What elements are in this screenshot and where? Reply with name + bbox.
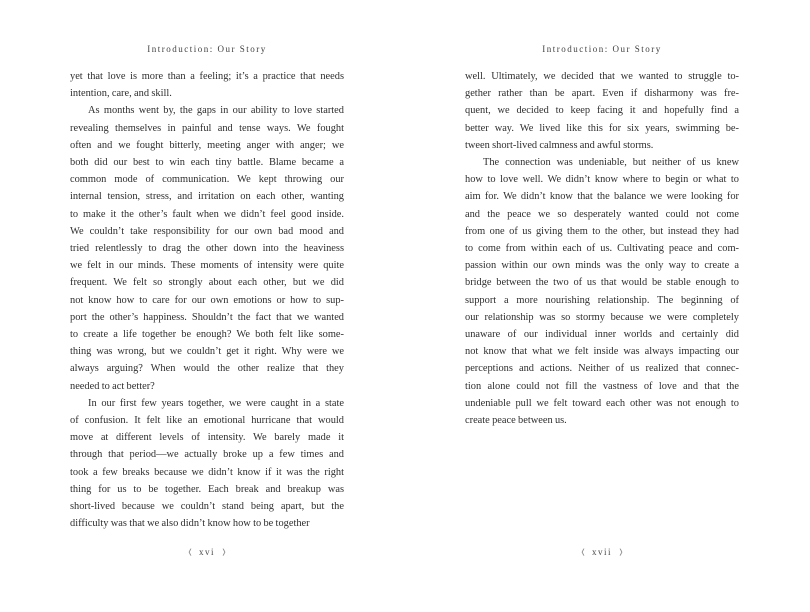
text-line: thing was wrong, but we couldn’t get it right. Why were we: [70, 346, 344, 358]
text-line: not know how to care for our own emotions or how to sup-: [70, 294, 344, 306]
text-line: well. Ultimately, we decided that we wanted to struggle to-: [465, 71, 739, 82]
text-line: we felt in our minds. These moments of intensity were quite: [70, 260, 344, 272]
folio-ornament-right-icon: ❭: [221, 548, 227, 556]
text-line: internal tension, stress, and irritation on each other, wanting: [70, 191, 344, 203]
page-body: [70, 68, 344, 532]
text-line: gether rather than be apart. Even if disharmony was fre-: [465, 88, 739, 100]
paragraph: [70, 68, 344, 102]
text-line: short-lived because we couldn’t stand being apart, but the: [70, 501, 344, 513]
text-line: of confusion. It felt like an emotional hurricane that would: [70, 415, 344, 427]
text-line: yet that love is more than a feeling; it’s a practice that needs: [70, 71, 344, 82]
text-line: We couldn’t take responsibility for our own bad mood and: [70, 225, 344, 237]
text-line: intention, care, and skill.: [70, 88, 172, 100]
text-line: support a more nourishing relationship. The beginning of: [465, 294, 739, 306]
text-line: perceptions and actions. Neither of us realized that connec-: [465, 363, 739, 375]
folio-ornament-right-icon: ❭: [618, 548, 624, 556]
paragraph: [70, 395, 344, 533]
text-line: unaware of our individual inner worlds and certainly did: [465, 329, 739, 341]
text-line: through that period—we actually broke up a few times and: [70, 449, 344, 461]
text-line: passion within our own minds was the only way to create a: [465, 260, 739, 272]
page-number-text: xvii: [591, 547, 612, 557]
folio-ornament-left-icon: ❬: [187, 548, 193, 556]
text-line: to come from within each of us. Cultivating peace and com-: [465, 243, 739, 255]
page-number: [70, 547, 344, 557]
text-line: to make it the other’s fault when we didn’t feel good inside.: [70, 208, 344, 220]
text-line: frequent. We felt so strongly about each other, but we did: [70, 277, 344, 289]
page-number-text: xvi: [198, 547, 215, 557]
text-line: quent, we decided to keep facing it and hopefully find a: [465, 105, 739, 117]
text-line: both did our best to win each tiny battle. Blame became a: [70, 157, 344, 169]
text-line: revealing themselves in painful and tense ways. We fought: [70, 122, 344, 134]
text-line: As months went by, the gaps in our ability to love started: [88, 105, 344, 117]
paragraph: [70, 102, 344, 394]
text-line: often and we fought bitterly, meeting anger with anger; we: [70, 139, 344, 151]
text-line: better way. We lived like this for six years, swimming be-: [465, 122, 739, 134]
text-line: tween short-lived calmness and awful storms.: [465, 139, 654, 151]
text-line: difficulty was that we also didn’t know how to be together: [70, 518, 310, 530]
running-header: Introduction: Our Story: [542, 44, 662, 54]
text-line: In our first few years together, we were caught in a state: [88, 397, 344, 409]
text-line: how to love well. We didn’t know where to begin or what to: [465, 174, 739, 186]
left-page: [70, 44, 344, 589]
text-line: and the peace we so desperately wanted could not come: [465, 208, 739, 220]
text-line: thing for us to be together. Each break and breakup was: [70, 483, 344, 495]
text-line: needed to act better?: [70, 380, 155, 392]
text-line: aim for. We didn’t know that the balance we were looking for: [465, 191, 739, 203]
text-line: our relationship was so stormy because we were completely: [465, 311, 739, 323]
page-body: [465, 68, 739, 429]
text-line: tried relentlessly to drag the other down into the heaviness: [70, 243, 344, 255]
text-line: tion alone could not fill the vastness of love and that the: [465, 380, 739, 392]
text-line: port the other’s happiness. Shouldn’t the fact that we wanted: [70, 311, 344, 323]
text-line: from one of us giving them to the other, but instead they had: [465, 225, 739, 237]
text-line: took a few breaks because we didn’t know if it was the right: [70, 466, 344, 478]
paragraph: [465, 68, 739, 154]
text-line: to create a life together be enough? We both felt like some-: [70, 329, 344, 341]
right-page: [465, 44, 739, 589]
page-number: [465, 547, 739, 557]
text-line: common mode of communication. We kept throwing our: [70, 174, 344, 186]
text-line: move at different levels of intensity. We barely made it: [70, 432, 344, 444]
text-line: not know that what we felt inside was always impacting our: [465, 346, 739, 358]
text-line: The connection was undeniable, but neither of us knew: [483, 157, 739, 169]
text-line: bridge between the two of us that would be stable enough to: [465, 277, 739, 289]
text-line: create peace between us.: [465, 415, 567, 427]
paragraph: [465, 154, 739, 429]
folio-ornament-left-icon: ❬: [580, 548, 586, 556]
running-header: Introduction: Our Story: [147, 44, 267, 54]
text-line: undeniable pull we felt toward each other was not enough to: [465, 397, 739, 409]
text-line: always arguing? When would the other realize that they: [70, 363, 344, 375]
